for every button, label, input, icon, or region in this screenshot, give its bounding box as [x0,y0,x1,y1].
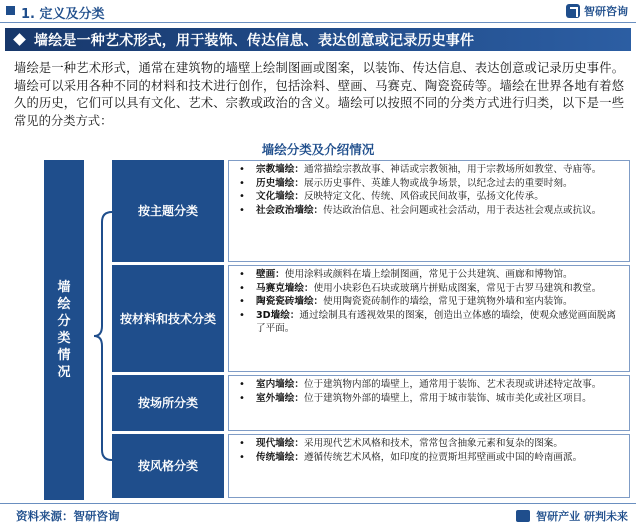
category-material [112,265,224,372]
footer-logo [516,508,628,524]
root-category-box [44,160,84,500]
list-item: • 陶瓷瓷砖墙绘：使用陶瓷瓷砖制作的墙绘，常见于建筑物外墙和室内装饰。 [237,295,623,309]
title-banner [5,28,631,51]
list-item: • 室外墙绘：位于建筑物外部的墙壁上，常用于城市装饰、城市美化或社区项目。 [237,392,623,406]
category-material-details [228,265,630,372]
brand-logo [566,3,628,19]
list-item: • 历史墙绘：展示历史事件、英雄人物或战争场景，以纪念过去的重要时刻。 [237,177,623,191]
root-category-label: 墙绘分类情况 [57,280,71,380]
category-theme [112,160,224,262]
category-label: 按主题分类 [137,204,198,218]
category-style-details [228,434,630,498]
list-item: • 现代墙绘：采用现代艺术风格和技术，常常包含抽象元素和复杂的图案。 [237,437,623,451]
category-label: 按材料和技术分类 [119,311,216,326]
section-square-icon [6,6,15,15]
source-note: 资料来源：智研咨询 [16,509,120,523]
list-item: • 传统墙绘：遵循传统艺术风格，如印度的拉贾斯坦邦壁画或中国的岭南画派。 [237,451,623,465]
banner-title: 墙绘是一种艺术形式，用于装饰、传达信息、表达创意或记录历史事件 [34,32,475,49]
category-label: 按风格分类 [137,459,198,473]
header-divider [0,22,636,23]
footer-logo-icon [516,510,530,522]
list-item: • 壁画：使用涂料或颜料在墙上绘制图画，常见于公共建筑、画廊和博物馆。 [237,268,623,282]
footer-divider [0,503,636,504]
table-title: 墙绘分类及介绍情况 [261,142,375,157]
list-item: • 3D墙绘：通过绘制具有透视效果的图案，创造出立体感的墙绘，使观众感觉画面脱离了平面。 [237,309,623,336]
list-item: • 马赛克墙绘：使用小块彩色石块或玻璃片拼贴成图案，常见于古罗马建筑和教堂。 [237,282,623,296]
footer-logo-text: 智研产业 研判未来 [536,510,628,523]
list-item: • 社会政治墙绘：传达政治信息、社会问题或社会活动，用于表达社会观点或抗议。 [237,204,623,218]
diamond-icon [13,33,26,46]
brand-logo-text: 智研咨询 [584,5,628,18]
brand-logo-icon [566,4,580,18]
section-title: 1. 定义及分类 [21,7,105,22]
category-style [112,434,224,498]
list-item: • 宗教墙绘：通常描绘宗教故事、神话或宗教领袖，用于宗教场所如教堂、寺庙等。 [237,163,623,177]
list-item: • 文化墙绘：反映特定文化、传统、风俗或民间故事，弘扬文化传承。 [237,190,623,204]
list-item: • 室内墙绘：位于建筑物内部的墙壁上，通常用于装饰、艺术表现或讲述特定故事。 [237,378,623,392]
intro-paragraph: 墙绘是一种艺术形式，通常在建筑物的墙壁上绘制图画或图案，以装饰、传达信息、表达创意或记录历史事件。墙绘可以采用各种不同的材料和技术进行创作，包括涂料、壁画、马赛克、陶瓷瓷砖等。墙绘在世界各地有着悠久的历史，它们可以具有文化、艺术、宗教或政治的含义。墙绘可以按照不同的分类方式进行归类，以下是一些常见的分类方式： [14,61,624,128]
header-bar [0,0,636,22]
category-label: 按场所分类 [137,396,198,410]
category-venue-details [228,375,630,431]
category-theme-details [228,160,630,262]
category-venue [112,375,224,431]
